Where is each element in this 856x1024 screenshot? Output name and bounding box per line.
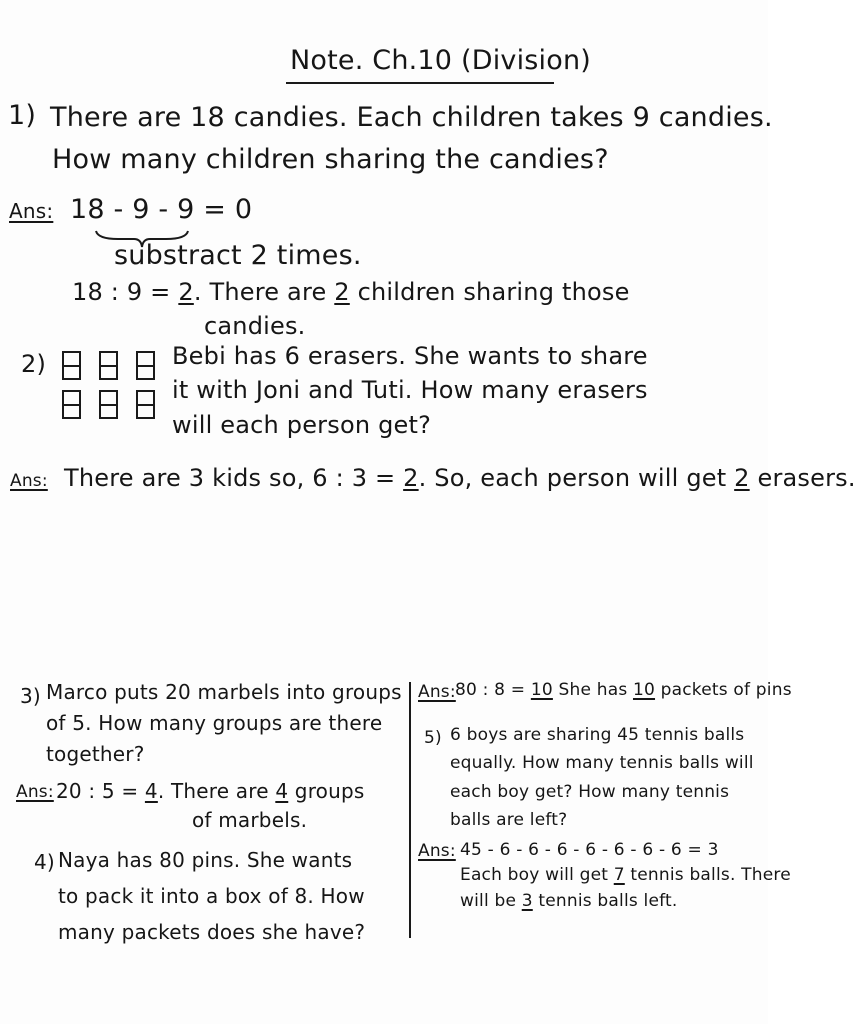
eraser-icon xyxy=(136,390,155,419)
q3-answer-text-b: groups xyxy=(288,779,365,803)
q4-answer-equation: 80 : 8 = xyxy=(455,680,531,700)
eraser-icon xyxy=(136,351,155,380)
page-title: Note. Ch.10 (Division) xyxy=(290,45,592,76)
q3-answer-label: Ans: xyxy=(16,782,54,802)
q5-answer-line2 xyxy=(460,867,791,884)
q3-answer-line xyxy=(56,781,365,801)
q4-answer-text-a: She has xyxy=(552,680,633,700)
q1-answer-label: Ans: xyxy=(9,199,54,223)
q3-line1: Marco puts 20 marbels into groups xyxy=(46,680,402,704)
q4-answer-value: 10 xyxy=(530,680,553,700)
q5-answer-line2-value: 7 xyxy=(613,865,625,885)
q2-answer-text-a: There are 3 kids so, 6 : 3 = xyxy=(64,464,404,492)
q5-answer-line3 xyxy=(460,893,677,910)
q5-line4: balls are left? xyxy=(450,810,568,830)
q3-answer-text-a: . There are xyxy=(157,779,276,803)
q1-result-line2: candies. xyxy=(204,312,306,340)
q5-answer-line2-a: Each boy will get xyxy=(460,865,614,885)
q3-line3: together? xyxy=(46,742,145,766)
q5-line3: each boy get? How many tennis xyxy=(450,782,730,802)
q4-number: 4) xyxy=(34,850,55,874)
q5-answer-line2-b: tennis balls. There xyxy=(624,865,791,885)
q3-number: 3) xyxy=(20,684,41,708)
q5-answer-label: Ans: xyxy=(418,841,456,861)
column-divider xyxy=(409,682,411,938)
q1-number: 1) xyxy=(8,100,37,131)
q5-number: 5) xyxy=(424,728,442,748)
q2-answer-text-b: . So, each person will get xyxy=(418,464,735,492)
eraser-icon xyxy=(62,351,81,380)
q4-line2: to pack it into a box of 8. How xyxy=(58,884,365,908)
eraser-icon xyxy=(62,390,81,419)
q5-answer-line3-value: 3 xyxy=(521,891,533,911)
q5-answer-line3-b: tennis balls left. xyxy=(532,891,678,911)
q1-equation: 18 - 9 - 9 = 0 xyxy=(70,194,253,225)
q2-answer-value: 2 xyxy=(403,464,419,492)
q1-result-line xyxy=(72,280,630,304)
q4-answer-line xyxy=(455,682,792,699)
q4-line1: Naya has 80 pins. She wants xyxy=(58,848,353,872)
q1-brace-note: substract 2 times. xyxy=(114,240,362,271)
q4-answer-text-b: packets of pins xyxy=(655,680,792,700)
q2-answer-label: Ans: xyxy=(10,471,48,491)
q1-result-text-a: . There are xyxy=(193,278,335,306)
q1-result-children: 2 xyxy=(334,278,350,306)
q5-line2: equally. How many tennis balls will xyxy=(450,753,754,773)
q2-answer-value2: 2 xyxy=(734,464,750,492)
q3-answer-equation: 20 : 5 = xyxy=(56,779,145,803)
q3-answer-line2: of marbels. xyxy=(192,808,308,832)
q1-line2: How many children sharing the candies? xyxy=(52,144,609,175)
q5-answer-equation: 45 - 6 - 6 - 6 - 6 - 6 - 6 - 6 = 3 xyxy=(460,840,719,860)
eraser-icon xyxy=(99,351,118,380)
q4-answer-value2: 10 xyxy=(632,680,656,700)
q2-number: 2) xyxy=(21,350,47,378)
q1-line1: There are 18 candies. Each children takes 9 candies. xyxy=(50,102,773,133)
q1-result-equation: 18 : 9 = xyxy=(72,278,179,306)
q3-line2: of 5. How many groups are there xyxy=(46,711,383,735)
q4-line3: many packets does she have? xyxy=(58,920,366,944)
title-underline xyxy=(286,82,554,84)
q4-answer-label: Ans: xyxy=(418,682,456,702)
q2-line2: it with Joni and Tuti. How many erasers xyxy=(172,376,648,404)
q2-answer-line xyxy=(64,466,856,490)
q2-line1: Bebi has 6 erasers. She wants to share xyxy=(172,342,648,370)
q2-answer-text-c: erasers. xyxy=(749,464,856,492)
q3-answer-value: 4 xyxy=(144,779,158,803)
q5-line1: 6 boys are sharing 45 tennis balls xyxy=(450,725,745,745)
q1-result-value: 2 xyxy=(178,278,194,306)
q3-answer-value2: 4 xyxy=(275,779,289,803)
q2-line3: will each person get? xyxy=(172,411,432,439)
q5-answer-line3-a: will be xyxy=(460,891,522,911)
eraser-icon xyxy=(99,390,118,419)
q1-result-text-b: children sharing those xyxy=(349,278,630,306)
